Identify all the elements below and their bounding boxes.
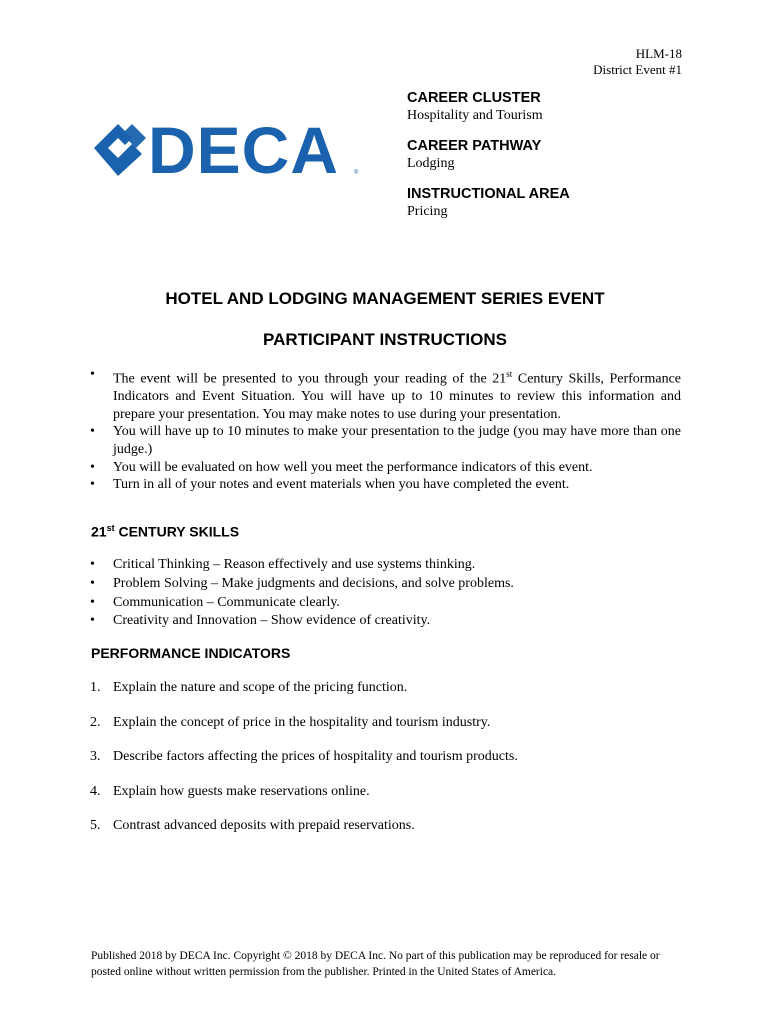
performance-indicators-list	[90, 679, 518, 852]
svg-text:DECA: DECA	[148, 118, 340, 180]
list-item	[89, 366, 681, 423]
instructions-title: PARTICIPANT INSTRUCTIONS	[263, 330, 507, 349]
performance-indicators-heading: PERFORMANCE INDICATORS	[91, 645, 291, 661]
deca-logo-graphic	[92, 118, 364, 180]
indicator-text: Contrast advanced deposits with prepaid reservations.	[113, 818, 415, 833]
ordinal-suffix: st	[106, 523, 115, 533]
indicator-text: Describe factors affecting the prices of hospitality and tourism products.	[113, 749, 518, 764]
list-item	[89, 476, 681, 494]
skill-text: Problem Solving – Make judgments and decisions, and solve problems.	[113, 575, 514, 591]
instruction-text: You will have up to 10 minutes to make your presentation to the judge (you may have more than one judge.)	[113, 424, 681, 458]
bullet-icon: •	[90, 557, 95, 572]
bullet-icon: •	[90, 424, 95, 440]
instruction-text: Century Skills, Performance Indicators and Event Situation. You will have up to 10 minutes to review this information and prepare your presentation. You may make notes to use during your presentation.	[113, 371, 681, 422]
career-pathway-label: CAREER PATHWAY	[407, 138, 542, 154]
skill-text: Creativity and Innovation – Show evidence of creativity.	[113, 613, 431, 629]
document-code-block	[593, 46, 682, 78]
skills-list	[89, 556, 681, 631]
skill-text: Communication – Communicate clearly.	[113, 594, 340, 610]
instruction-text: The event will be presented to you through your reading of the 21	[113, 371, 507, 387]
list-item	[89, 556, 681, 575]
list-item	[90, 748, 518, 783]
copyright-footer: Published 2018 by DECA Inc. Copyright © 2018 by DECA Inc. No part of this publication may be reproduced for resale or posted online without written permission from the publisher. Printed in the United States of America.	[91, 950, 660, 978]
list-item	[90, 679, 518, 714]
list-item	[89, 594, 681, 613]
skill-text: Critical Thinking – Reason effectively and use systems thinking.	[113, 557, 476, 572]
bullet-icon: •	[90, 613, 95, 629]
instructional-area-label: INSTRUCTIONAL AREA	[407, 186, 570, 202]
bullet-icon: •	[90, 575, 95, 591]
skills-heading-number: 21	[91, 523, 107, 540]
instructions-list	[89, 366, 681, 494]
list-item	[89, 612, 681, 631]
list-item	[89, 423, 681, 458]
instructional-area-value: Pricing	[407, 204, 448, 219]
bullet-icon: •	[90, 367, 95, 382]
event-label: District Event #1	[593, 62, 682, 77]
instruction-text: You will be evaluated on how well you meet the performance indicators of this event.	[113, 459, 593, 475]
career-pathway-value: Lodging	[407, 156, 455, 171]
bullet-icon: •	[90, 594, 95, 610]
career-cluster-value: Hospitality and Tourism	[407, 108, 543, 123]
list-item	[90, 817, 518, 852]
indicator-text: Explain the nature and scope of the pricing function.	[113, 680, 408, 695]
list-item	[89, 575, 681, 594]
indicator-number: 3.	[90, 749, 101, 764]
list-item	[90, 783, 518, 818]
indicator-number: 1.	[90, 680, 101, 695]
event-title: HOTEL AND LODGING MANAGEMENT SERIES EVENT	[165, 289, 605, 308]
list-item	[89, 459, 681, 477]
indicator-number: 4.	[90, 783, 101, 799]
document-code: HLM-18	[635, 46, 682, 61]
event-meta	[407, 90, 707, 234]
skills-heading	[91, 523, 239, 540]
indicator-text: Explain how guests make reservations online.	[113, 783, 370, 799]
career-cluster-label: CAREER CLUSTER	[407, 90, 541, 106]
svg-text:®: ®	[354, 170, 359, 176]
deca-logo	[92, 118, 364, 180]
indicator-number: 2.	[90, 714, 101, 730]
indicator-text: Explain the concept of price in the hospitality and tourism industry.	[113, 714, 491, 730]
indicator-number: 5.	[90, 818, 101, 833]
bullet-icon: •	[90, 459, 95, 475]
bullet-icon: •	[90, 477, 95, 493]
list-item	[90, 714, 518, 749]
ordinal-suffix: st	[506, 369, 513, 379]
instruction-text: Turn in all of your notes and event materials when you have completed the event.	[113, 477, 570, 493]
skills-heading-text: CENTURY SKILLS	[114, 523, 240, 540]
